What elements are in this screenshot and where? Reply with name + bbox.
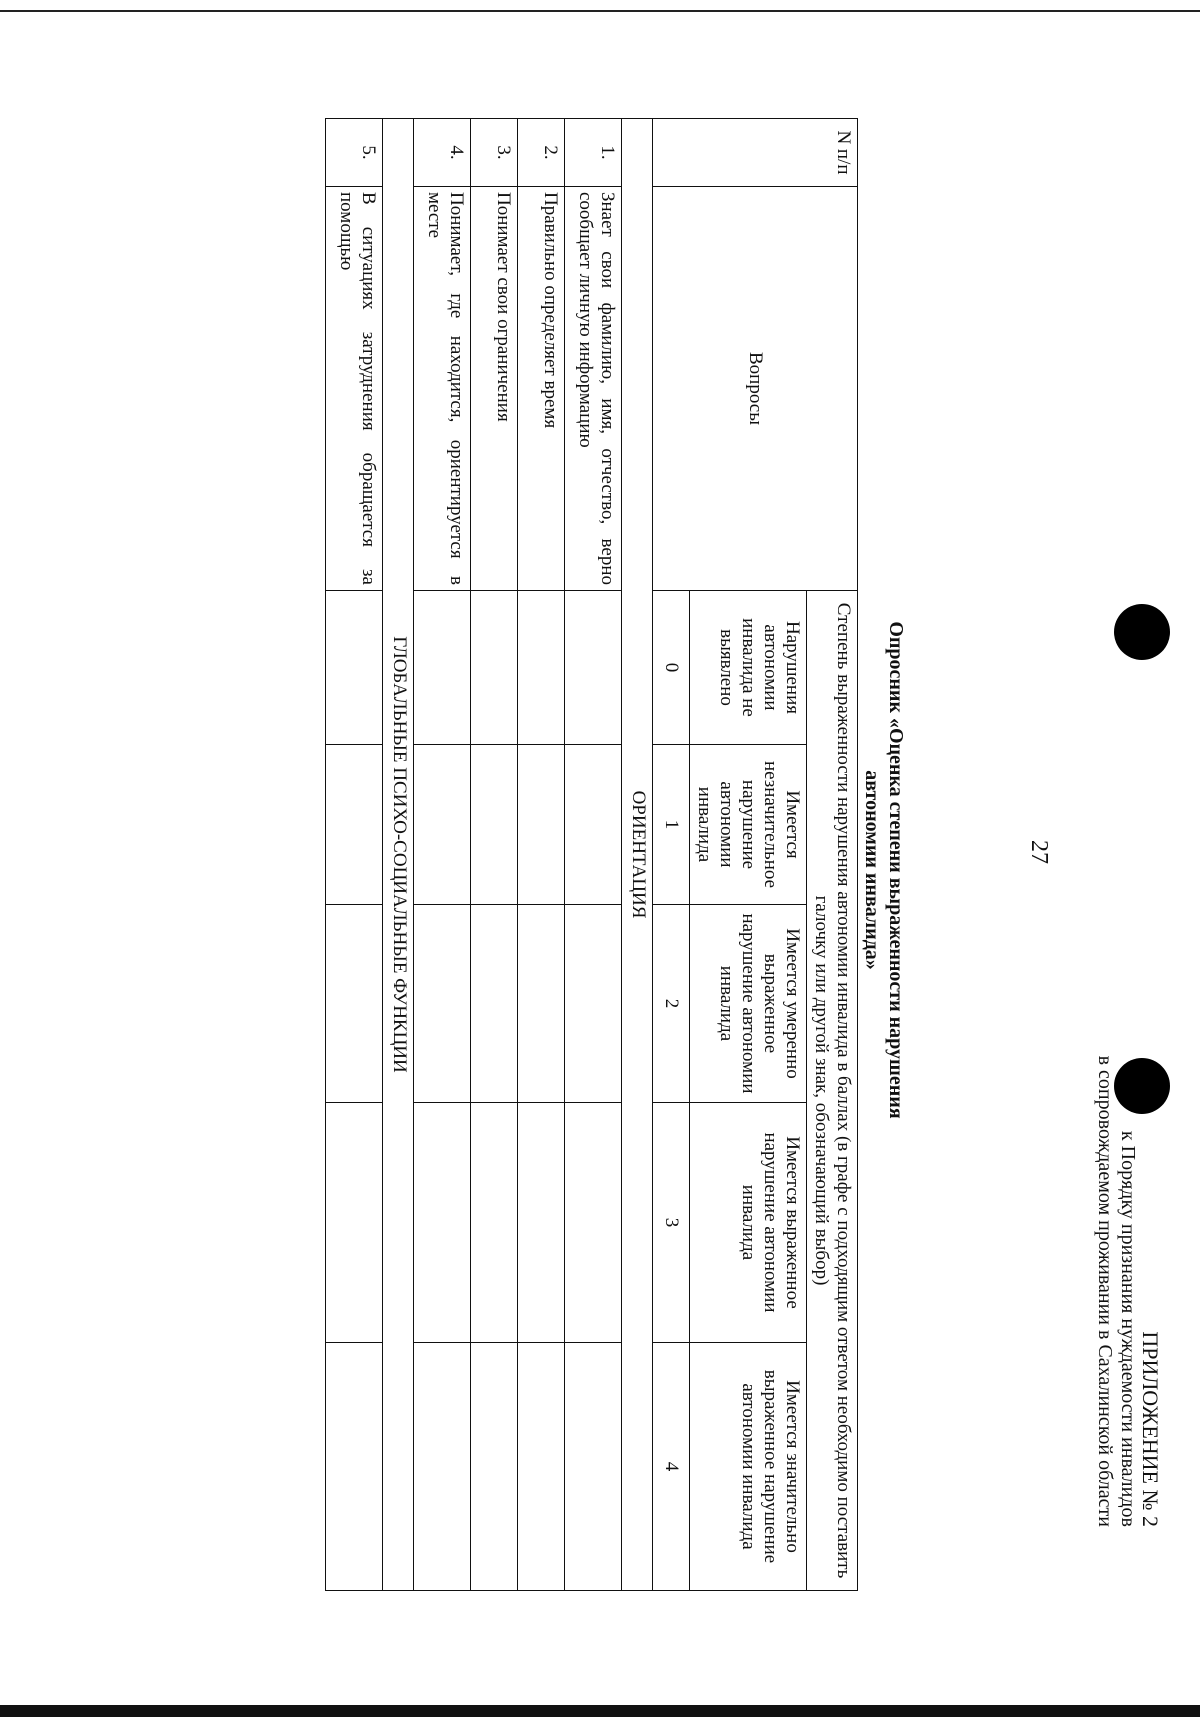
row-number: 2.	[518, 119, 565, 187]
answer-cell-3[interactable]	[565, 1103, 622, 1343]
table-row	[326, 119, 383, 1591]
level-description-4: Имеется значительно выраженное нарушение автономии инвалида	[690, 1343, 807, 1591]
row-number: 1.	[565, 119, 622, 187]
appendix-header	[1093, 1056, 1162, 1527]
answer-cell-1[interactable]	[565, 745, 622, 905]
answer-cell-4[interactable]	[518, 1343, 565, 1591]
header-questions: Вопросы	[653, 187, 858, 591]
appendix-title: ПРИЛОЖЕНИЕ № 2	[1138, 1331, 1163, 1527]
answer-cell-2[interactable]	[518, 905, 565, 1103]
row-number: 5.	[326, 119, 383, 187]
table-row	[414, 119, 471, 1591]
answer-cell-3[interactable]	[518, 1103, 565, 1343]
section-title: ОРИЕНТАЦИЯ	[622, 119, 653, 1591]
answer-cell-1[interactable]	[518, 745, 565, 905]
answer-cell-4[interactable]	[471, 1343, 518, 1591]
document-title	[860, 520, 908, 1220]
answer-cell-1[interactable]	[414, 745, 471, 905]
answer-cell-0[interactable]	[565, 591, 622, 745]
answer-cell-2[interactable]	[414, 905, 471, 1103]
level-description-3: Имеется выраженное нарушение автономии инвалида	[690, 1103, 807, 1343]
page-number: 27	[1026, 840, 1052, 864]
score-label-4: 4	[653, 1343, 690, 1591]
header-row-1	[807, 119, 858, 1591]
table-row	[471, 119, 518, 1591]
answer-cell-2[interactable]	[326, 905, 383, 1103]
level-description-0: Нарушения автономии инвалида не выявлено	[690, 591, 807, 745]
header-number: N п/п	[653, 119, 858, 187]
score-label-1: 1	[653, 745, 690, 905]
answer-cell-2[interactable]	[471, 905, 518, 1103]
appendix-line-2: в сопровождаемом проживании в Сахалинской области	[1094, 1055, 1116, 1527]
answer-cell-4[interactable]	[414, 1343, 471, 1591]
answer-cell-0[interactable]	[518, 591, 565, 745]
level-description-1: Имеется незначительное нарушение автономии инвалида	[690, 745, 807, 905]
appendix-line-1: к Порядку признания нуждаемости инвалидов	[1117, 1130, 1139, 1527]
section-row-global-psychosocial	[383, 119, 414, 1591]
question-text: Правильно определяет время	[518, 187, 565, 591]
table-row	[565, 119, 622, 1591]
question-text: Понимает свои ограничения	[471, 187, 518, 591]
question-text: В ситуациях затруднения обращается за помощью	[326, 187, 383, 591]
answer-cell-1[interactable]	[471, 745, 518, 905]
question-text: Понимает, где находится, ориентируется в месте	[414, 187, 471, 591]
answer-cell-3[interactable]	[326, 1103, 383, 1343]
answer-cell-3[interactable]	[471, 1103, 518, 1343]
answer-cell-0[interactable]	[326, 591, 383, 745]
answer-cell-4[interactable]	[565, 1343, 622, 1591]
answer-cell-0[interactable]	[414, 591, 471, 745]
answer-cell-0[interactable]	[471, 591, 518, 745]
assessment-table	[325, 118, 858, 1591]
level-description-2: Имеется умеренно выраженное нарушение автономии инвалида	[690, 905, 807, 1103]
header-degree: Степень выраженности нарушения автономии инвалида в баллах (в графе с подходящим ответом необходимо поставить галочку или другой знак, обозначающий выбор)	[807, 591, 858, 1591]
score-label-3: 3	[653, 1103, 690, 1343]
score-label-2: 2	[653, 905, 690, 1103]
answer-cell-3[interactable]	[414, 1103, 471, 1343]
row-number: 4.	[414, 119, 471, 187]
document-title-line-2: автономии инвалида»	[861, 770, 883, 970]
section-title: ГЛОБАЛЬНЫЕ ПСИХО-СОЦИАЛЬНЫЕ ФУНКЦИИ	[383, 119, 414, 1591]
answer-cell-2[interactable]	[565, 905, 622, 1103]
row-number: 3.	[471, 119, 518, 187]
answer-cell-4[interactable]	[326, 1343, 383, 1591]
document-title-line-1: Опросник «Оценка степени выраженности нарушения	[885, 621, 907, 1119]
table-row	[518, 119, 565, 1591]
question-text: Знает свои фамилию, имя, отчество, верно сообщает личную информацию	[565, 187, 622, 591]
section-row-orientation	[622, 119, 653, 1591]
score-label-0: 0	[653, 591, 690, 745]
answer-cell-1[interactable]	[326, 745, 383, 905]
